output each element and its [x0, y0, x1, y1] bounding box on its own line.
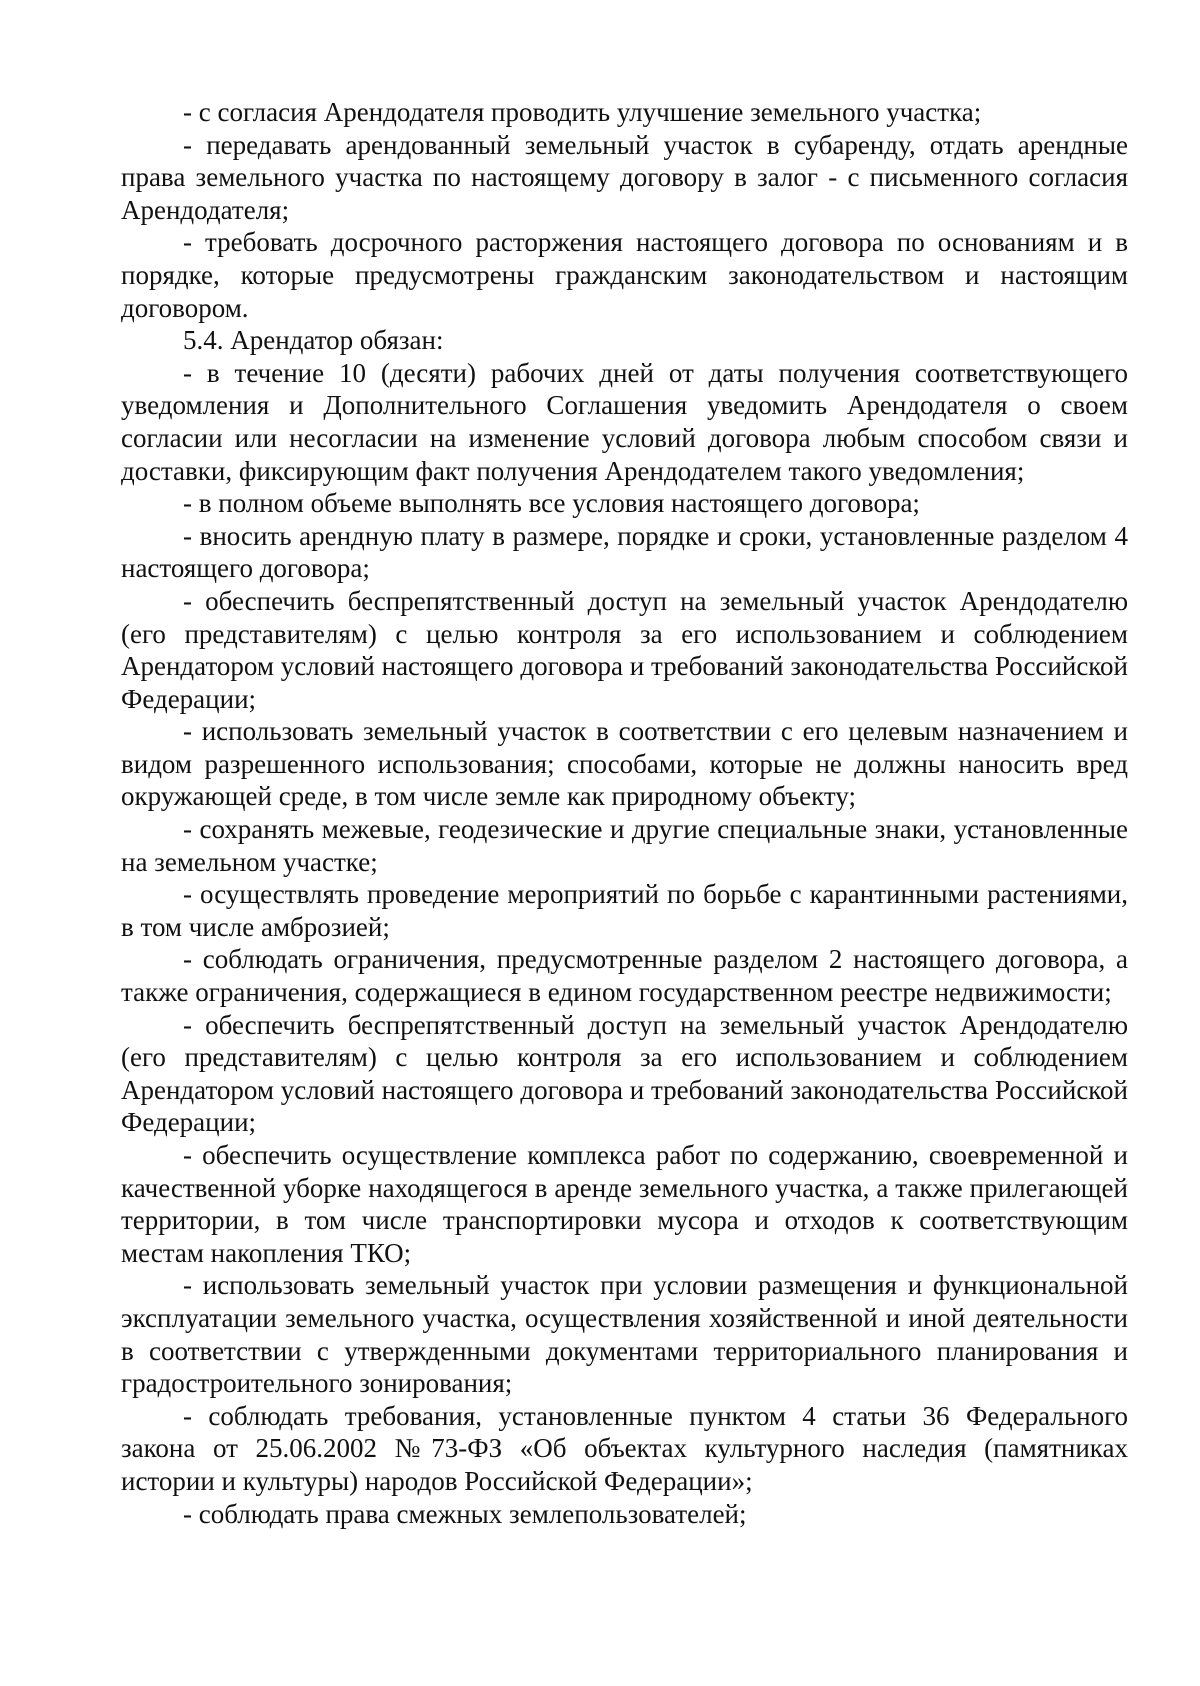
- paragraph: - с согласия Арендодателя проводить улучшение земельного участка;: [183, 97, 982, 127]
- paragraph: - обеспечить осуществление комплекса работ по содержанию, своевременной и качественной уборке находящегося в аренде земельного участка, а также прилегающей территории, в том числе транспортировки мусора и отходов к соответствующим местам накопления ТКО;: [121, 1140, 1128, 1268]
- document-body: [121, 96, 1128, 1530]
- paragraph: - требовать досрочного расторжения настоящего договора по основаниям и в порядке, которые предусмотрены гражданским законодательством и настоящим договором.: [121, 227, 1128, 323]
- paragraph: - в течение 10 (десяти) рабочих дней от даты получения соответствующего уведомления и Дополнительного Соглашения уведомить Арендодателя о своем согласии или несогласии на изменение условий договора любым способом связи и доставки, фиксирующим факт получения Арендодателем такого уведомления;: [121, 357, 1128, 486]
- paragraph: - обеспечить беспрепятственный доступ на земельный участок Арендодателю (его представителям) с целью контроля за его использованием и соблюдением Арендатором условий настоящего договора и требований законодательства Российской Федерации;: [121, 585, 1128, 714]
- paragraph: - осуществлять проведение мероприятий по борьбе с карантинными растениями, в том числе амброзией;: [121, 879, 1128, 942]
- paragraph: - передавать арендованный земельный участок в субаренду, отдать арендные права земельного участка по настоящему договору в залог - с письменного согласия Арендодателя;: [121, 129, 1128, 225]
- paragraph: - использовать земельный участок в соответствии с его целевым назначением и видом разрешенного использования; способами, которые не должны наносить вред окружающей среде, в том числе земле как природному объекту;: [121, 716, 1128, 812]
- paragraph: - соблюдать требования, установленные пунктом 4 статьи 36 Федерального закона от 25.06.2002 №73-ФЗ «Об объектах культурного наследия (памятниках истории и культуры) народов Российской Федерации»;: [121, 1400, 1128, 1496]
- paragraph: - соблюдать ограничения, предусмотренные разделом 2 настоящего договора, а также ограничения, содержащиеся в едином государственном реестре недвижимости;: [121, 944, 1128, 1008]
- paragraph: - обеспечить беспрепятственный доступ на земельный участок Арендодателю (его представителям) с целью контроля за его использованием и соблюдением Арендатором условий настоящего договора и требований законодательства Российской Федерации;: [121, 1009, 1128, 1138]
- paragraph: - использовать земельный участок при условии размещения и функциональной эксплуатации земельного участка, осуществления хозяйственной и иной деятельности в соответствии с утвержденными документами территориального планирования и градостроительного зонирования;: [121, 1270, 1128, 1399]
- paragraph: - сохранять межевые, геодезические и другие специальные знаки, установленные на земельном участке;: [121, 814, 1128, 877]
- paragraph: - в полном объеме выполнять все условия настоящего договора;: [183, 488, 920, 519]
- section-heading: 5.4. Арендатор обязан:: [183, 325, 444, 356]
- paragraph: - вносить арендную плату в размере, порядке и сроки, установленные разделом 4 настоящего договора;: [121, 520, 1128, 584]
- paragraph: - соблюдать права смежных землепользователей;: [183, 1498, 747, 1529]
